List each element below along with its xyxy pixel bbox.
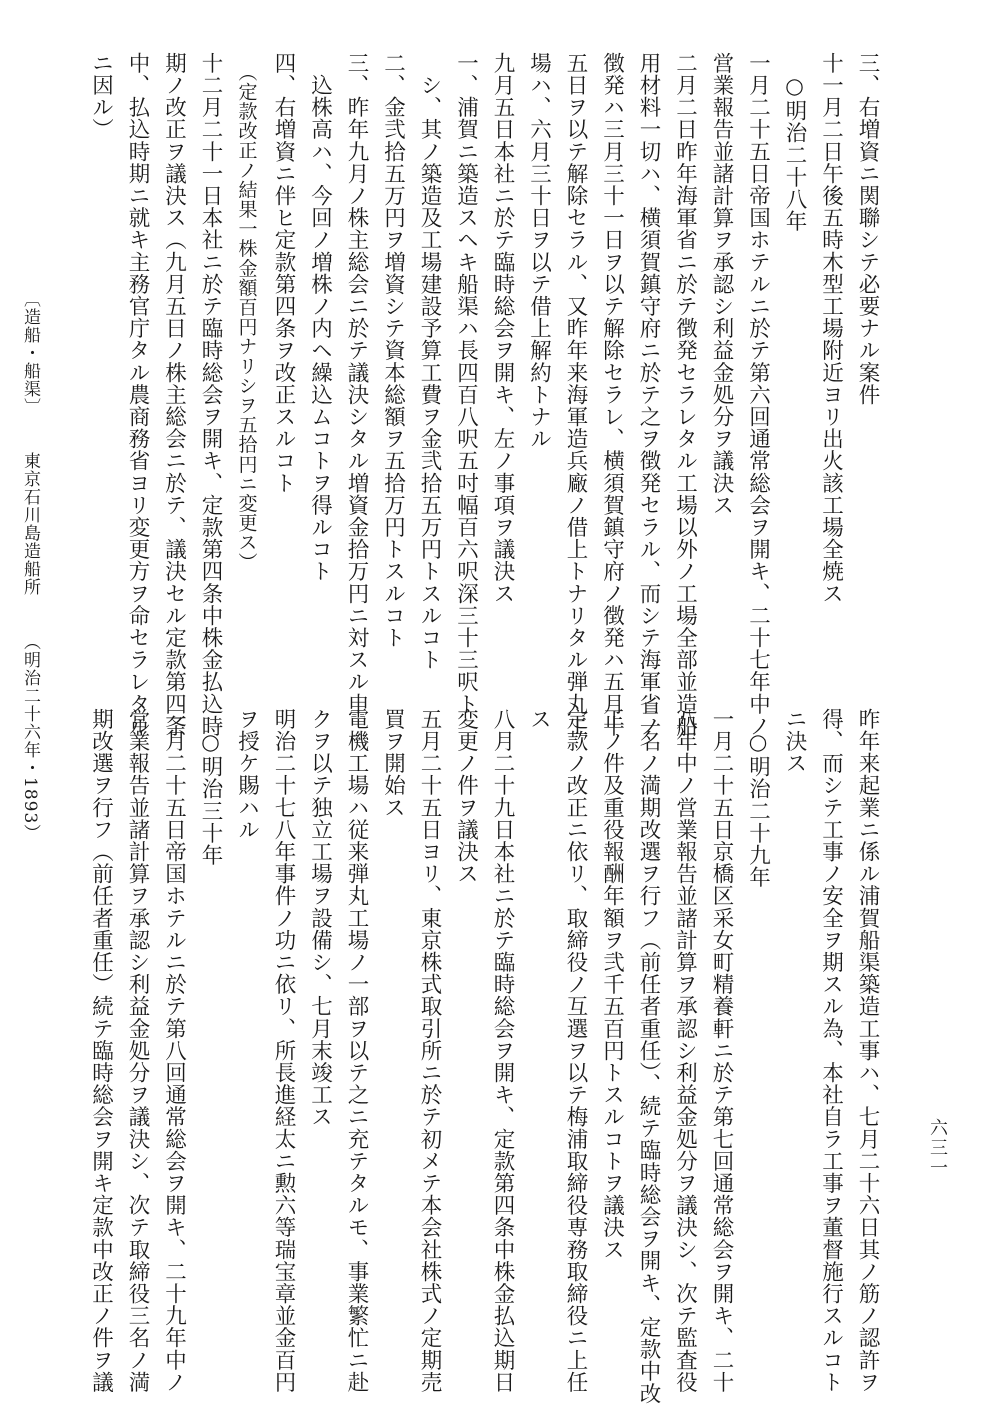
text-column: 昨年来起業ニ係ル浦賀船渠築造工事ハ、七月二十六日其ノ筋ノ認許ヲ bbox=[855, 708, 880, 1394]
text-column: 九月五日本社ニ於テ臨時総会ヲ開キ、左ノ事項ヲ議決ス bbox=[490, 52, 515, 605]
text-column: 十二月二十一日本社ニ於テ臨時総会ヲ開キ、定款第四条中株金払込時 bbox=[198, 52, 223, 738]
text-column: 期ノ改正ヲ議決ス（九月五日ノ株主総会ニ於テ、議決セル定款第四条 bbox=[161, 52, 187, 738]
text-column: クヲ以テ独立工場ヲ設備シ、七月末竣工ス bbox=[307, 708, 333, 1128]
text-column: 得、而シテ工事ノ安全ヲ期スル為、本社自ラ工事ヲ董督施行スルコト bbox=[818, 708, 844, 1394]
text-column: ニ因ル） bbox=[88, 52, 114, 141]
margin-category: 〔造船・船渠〕 bbox=[20, 290, 40, 416]
text-column: ○明治二十八年 bbox=[782, 52, 807, 233]
page-number: 六三一 bbox=[927, 1118, 948, 1178]
margin-company: 東京石川島造船所 bbox=[20, 452, 40, 597]
text-column: 期改選ヲ行フ（前任者重任）続テ臨時総会ヲ開キ定款中改正ノ件ヲ議 bbox=[88, 708, 114, 1394]
text-column: 五月二十五日ヨリ、東京株式取引所ニ於テ初メテ本会社株式ノ定期売 bbox=[417, 708, 442, 1394]
text-column: ヲ授ケ賜ハル bbox=[234, 708, 260, 841]
text-column: 一月二十五日帝国ホテルニ於テ第八回通常総会ヲ開キ、二十九年中ノ bbox=[161, 708, 187, 1394]
text-column: 電機工場ハ従来弾丸工場ノ一部ヲ以テ之ニ充テタルモ、事業繁忙ニ赴 bbox=[344, 708, 369, 1394]
text-column: ○明治三十年 bbox=[198, 708, 223, 867]
text-column: 二月二日昨年海軍省ニ於テ徴発セラレタル工場以外ノ工場全部並造船 bbox=[672, 52, 698, 738]
text-column: 二名ノ満期改選ヲ行フ（前任者重任）、続テ臨時総会ヲ開キ、定款中改 bbox=[636, 708, 661, 1405]
text-column: 八年中ノ営業報告並諸計算ヲ承認シ利益金処分ヲ議決シ、次テ監査役 bbox=[672, 708, 698, 1394]
text-column: 徴発ハ三月三十一日ヲ以テ解除セラレ、横須賀鎮守府ノ徴発ハ五月十 bbox=[599, 52, 625, 738]
text-column: 場ハ、六月三十日ヲ以テ借上解約トナル bbox=[526, 52, 552, 450]
text-column: 二、金弐拾五万円ヲ増資シテ資本総額ヲ五拾万円トスルコト bbox=[380, 52, 406, 649]
upper-text-block bbox=[88, 52, 885, 738]
text-column: 三、右増資ニ関聯シテ必要ナル案件 bbox=[855, 52, 880, 406]
margin-date: （明治二十六年・1893） bbox=[20, 632, 40, 843]
text-column: 一月二十五日京橋区采女町精養軒ニ於テ第七回通常総会ヲ開キ、二十 bbox=[709, 708, 734, 1394]
text-column: 三、昨年九月ノ株主総会ニ於テ議決シタル増資金拾万円ニ対スル申 bbox=[344, 52, 369, 715]
text-column: 変更ノ件ヲ議決ス bbox=[453, 708, 479, 885]
lower-text-block bbox=[88, 708, 885, 1405]
text-column: 一月二十五日帝国ホテルニ於テ第六回通常総会ヲ開キ、二十七年中ノ bbox=[745, 52, 771, 738]
text-column: 八月二十九日本社ニ於テ臨時総会ヲ開キ、定款第四条中株金払込期日 bbox=[490, 708, 515, 1394]
text-column: 明治二十七八年事件ノ功ニ依リ、所長進経太ニ勲六等瑞宝章並金百円 bbox=[271, 708, 296, 1394]
text-column: 込株高ハ、今回ノ増株ノ内ヘ繰込ムコトヲ得ルコト bbox=[307, 52, 333, 583]
margin-caption bbox=[18, 290, 42, 872]
text-column: 定款ノ改正ニ依リ、取締役ノ互選ヲ以テ梅浦取締役専務取締役ニ上任 bbox=[563, 708, 588, 1394]
text-column: 四、右増資ニ伴ヒ定款第四条ヲ改正スルコト bbox=[271, 52, 296, 494]
text-column: シ、其ノ築造及工場建設予算工費ヲ金弐拾五万円トスルコト bbox=[417, 52, 442, 671]
text-column: 用材料一切ハ、横須賀鎮守府ニ於テ之ヲ徴発セラル、而シテ海軍省ノ bbox=[636, 52, 661, 738]
text-column: （定款改正ノ結果一株金額百円ナリシヲ五拾円ニ変更ス） bbox=[235, 52, 258, 572]
text-column: 十一月二日午後五時木型工場附近ヨリ出火該工場全焼ス bbox=[818, 52, 844, 605]
text-column: 一、浦賀ニ築造スヘキ船渠ハ長四百八呎五吋幅百六呎深三十三呎ト bbox=[453, 52, 479, 715]
text-column: ニ決ス bbox=[782, 708, 807, 775]
text-column: 五日ヲ以テ解除セラル、又昨年来海軍造兵廠ノ借上トナリタル弾丸工 bbox=[563, 52, 588, 738]
text-column: 中、払込時期ニ就キ主務官庁タル農商務省ヨリ変更方ヲ命セラレタル bbox=[125, 52, 150, 738]
text-column: 営業報告並諸計算ヲ承認シ利益金処分ヲ議決ス bbox=[709, 52, 734, 517]
text-column: 営業報告並諸計算ヲ承認シ利益金処分ヲ議決シ、次テ取締役三名ノ満 bbox=[125, 708, 150, 1394]
text-column: ス bbox=[526, 708, 552, 731]
text-column: 正ノ件及重役報酬年額ヲ弐千五百円トスルコトヲ議決ス bbox=[599, 708, 625, 1261]
text-column: ○明治二十九年 bbox=[745, 708, 771, 889]
text-column: 買ヲ開始ス bbox=[380, 708, 406, 819]
